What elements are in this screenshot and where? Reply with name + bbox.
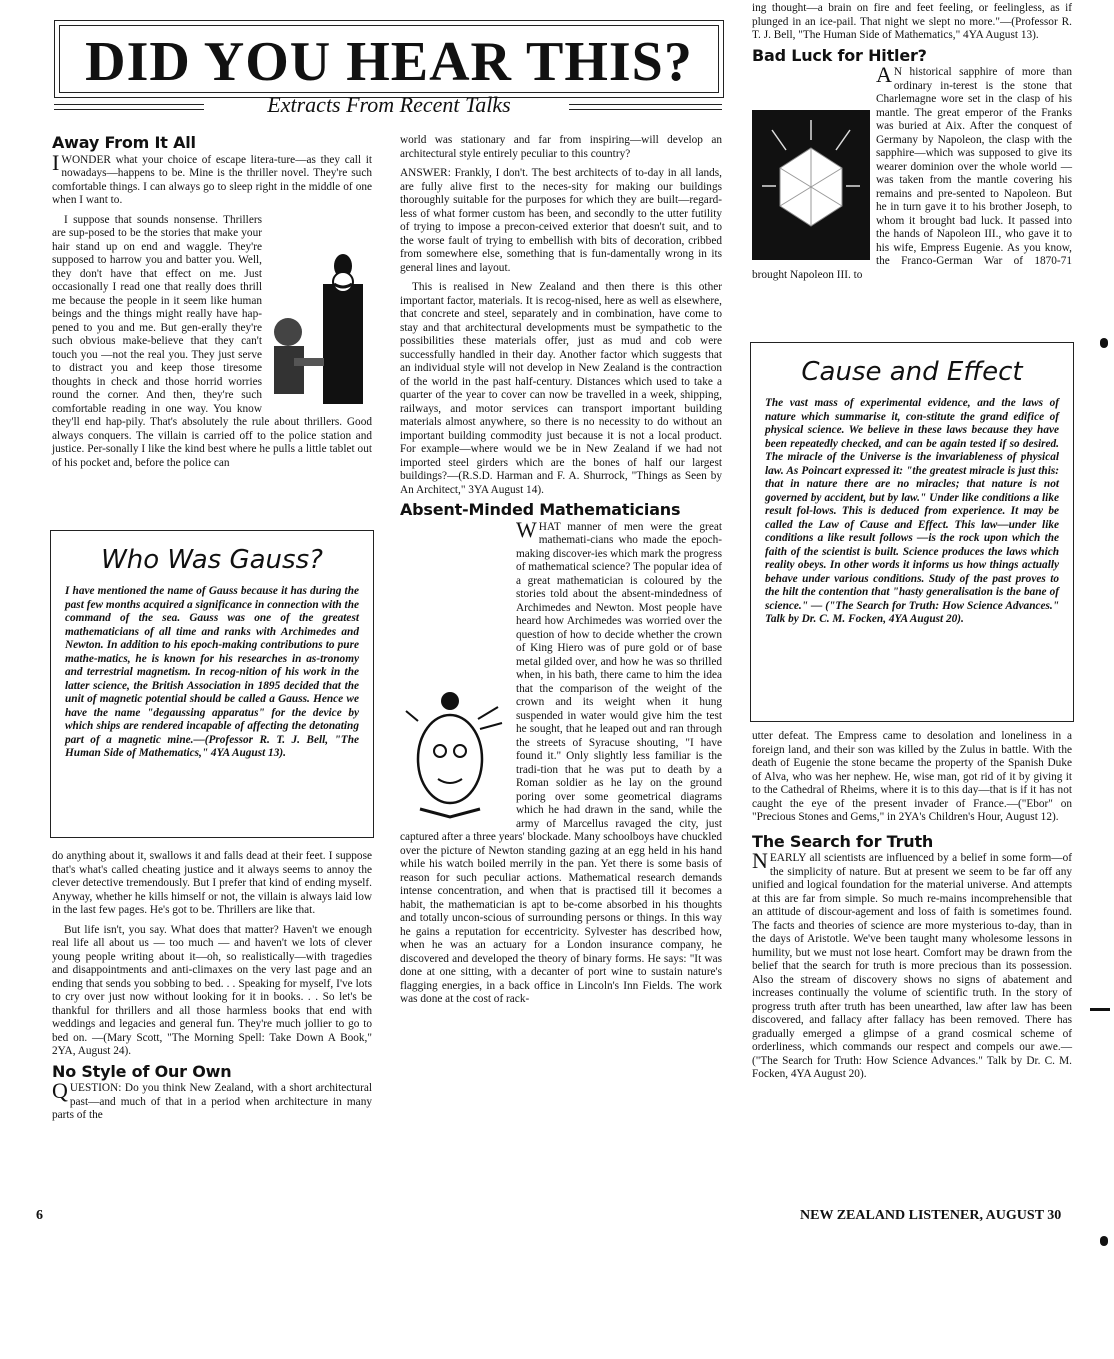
heading-away-from-it-all: Away From It All: [52, 133, 196, 152]
paragraph: WHAT manner of men were the great mathemati-cians who made the epoch-making discover-ies which mark the progress of mathematical science? The popular idea of a great mathematician is coloured by the stories told about the absent-mindedness of Archimedes and Newton. Most people have heard how Archimedes was worried over the question of how to decide whether the crown of King Hiero was of pure gold or of base metal gilded over, and how he was so thrilled when, in his bath, there came to him the idea that the comparison of the weight of the crown and its weight when it hung suspended in water would give him the test he sought, that he leaped out and ran through the streets of Syracuse shouting, "I have found it." Only slightly less familiar is the tradi-tion that he was put to death by a Roman soldier as he lay on the ground poring over some geometrical diagrams which he had drawn in the sand, while the army of Marcellus ravaged the city, just captured after a three years' blockade. Many schoolboys have chuckled over the picture of Newton standing gazing at an egg held in his hand while his watch boiled merrily in the pan. Yet there is some basis of reason for such peculiar actions. Mathematical research demands intense concentration, and when that is practised till it becomes a habit, the mathematician is apt to be-come absorbed in his thoughts and totally uncon-scious of surrounding persons or things. In this way he gains a reputation for eccentricity. Sylvester has described how, when he was an actuary for a London insurance company, he discovered and developed the theory of binary forms. He says: "It was done at one sitting, with a decanter of port wine to sustain nature's flagging energies, in a back office in Lincoln's Inn Fields. The work was done at the cost of rack-: [400, 516, 722, 1005]
paragraph: do anything about it, swallows it and falls dead at their feet. I suppose that's what's called cheating justice and it always seems to annoy the clever detective tremendously. But I prefer that kind of ending myself. Anyway, whether he kills himself or not, the villain is always laid low in the last few pages. He's got to be. Thrillers are like that.: [52, 850, 372, 916]
cause-and-effect-box: [750, 342, 1074, 722]
box-body-cause: The vast mass of experimental evidence, and the laws of nature which summarise it, con-stitute the grand edifice of physical science. We believe in these laws because they have been repeatedly checked, and can be again tested if so desired. The miracle of the Universe is the invariableness of physical law. As Poincart expressed it: "the greatest miracle is just this: that in nature there are no miracles; that nature is not governed by accident, but by law." Under like conditions a like result fol-lows. This is deduced from experience. It may be called the Law of Cause and Effect. This law—under like conditions a like result follows —is the rock upon which the faith of the scientist is built. Science produces the laws which reality obeys. In other words it informs us how things actually behave under various conditions. Study of the past proves to the hilt the contention that "hasty generalisation is the bane of science." — ("The Search for Truth: How Science Advances." Talk by Dr. C. M. Focken, 4YA August 20).: [765, 397, 1059, 625]
policeman-and-villain-icon: [268, 254, 372, 404]
heading-absent-minded-mathematicians: Absent-Minded Mathematicians: [400, 500, 681, 519]
heading-bad-luck-for-hitler: Bad Luck for Hitler?: [752, 45, 927, 65]
subtitle-row: [54, 94, 722, 120]
subtitle-rule-left: [54, 104, 204, 110]
paragraph: world was stationary and far from inspiring—will develop an architectural style entirely peculiar to this country?: [400, 134, 722, 160]
paragraph: ANSWER: Frankly, I don't. The best architects of to-day in all lands, are fully alive first to the neces-sity for making our buildings thoroughly suitable for the purposes for which they are built—regard-less of what former custom has been, and secondly to the utter futility of trying to impose a precon-ceived exterior that doesn't suit, and to the worse fault of trying to embellish with bits of decoration, cribbed from somewhere else, something that is fun-damentally wrong in its general lines and layout.: [400, 167, 722, 274]
scan-mark: [1090, 1008, 1110, 1011]
column-3-bottom: [752, 730, 1072, 1088]
page-title: DID YOU HEAR THIS?: [85, 31, 693, 93]
sapphire-gem-icon: [752, 110, 870, 260]
sapphire-illustration: [752, 110, 870, 260]
mathematician-with-apple-icon: [400, 689, 510, 819]
paragraph: AN historical sapphire of more than ordinary in-terest is the stone that Charlemagne wore set in the clasp of his mantle. The great emperor of the Franks was buried at Aix. After the conquest of Germany by Napoleon, the clasp with the sapphire—which was supposed to give its wearer dominion over the whole world —was taken from the mantle covering his remains and pre-sented to Napoleon. But he in turn gave it to his brother Joseph, to whom it brought bad luck. It passed into the hands of Napoleon III., who gave it to his wife, Empress Eugenie. As you know, the Franco-German War of 1870-71 brought Napoleon III. to: [752, 62, 1072, 281]
box-body-gauss: I have mentioned the name of Gauss because it has during the past few months acquired a significance in connection with the command of the sea. Gauss was one of the greatest mathematicians of all time and ranks with Archimedes and Newton. In addition to his epoch-making contributions to pure mathe-matics, he is known for his researches in as-tronomy and terrestrial magnetism. In recog-nition of his work in the latter science, the British Association in 1895 decided that the unit of magnetic potential should be called a Gauss. Hence we have the name "degaussing apparatus" for the device by which ships are rendered incapable of affecting the detonating part of a magnetic mine.—(Professor R. T. J. Bell, "The Human Side of Mathematics," 4YA August 13).: [65, 585, 359, 759]
newton-illustration: [400, 689, 510, 819]
paragraph: I suppose that sounds nonsense. Thrillers are sup-posed to be the stories that make your hair stand up on end and waggle. They're supposed to harrow you and batter you. Well, they don't have that effect on me. Just occasionally I read one that really does thrill me because the people in it seem like human beings and the things might really have hap-pened to you and me. But gen-erally they're such obvious make-believe that they can't touch you —not the real you. They just serve to distract you and keep those tiresome thoughts in check and those horrid worries round the corner. And then, they're such comfortable reading in one way. You know they'll end hap-pily. That's absolutely the rule about thrillers. Good always conquers. The villain is carried off to the police station and justice. Per-sonally I like the kind best where he pulls a little tablet out of his pocket and, before the police can: [52, 213, 372, 469]
paragraph: This is realised in New Zealand and then there is this other important factor, materials. It is recog-nised, here as well as elsewhere, that concrete and steel, separately and in combination, have come to stay and that architectural developments must be sympathetic to the possibilities these materials offer, just as mud and cob were successfully handled in their day. Another factor which suggests that an individual style will not develop in New Zealand is the contraction of the world in the past half-century. Distances which used to take a quarter of the year to cover can now be travelled in a week, shipping, railways, and motor services can transport important building materials almost anywhere, so there is no necessity to do without an important building commodity just because it is not a local product. For example—where would we be in New Zealand if we had not imported steel girders which are the bones of half our largest buildings?—(R.S.D. Harman and F. A. Shurrock, "Things as Seen by An Architect," 3YA August 14).: [400, 281, 722, 496]
box-title-gauss: Who Was Gauss?: [101, 545, 323, 575]
box-title-cause: Cause and Effect: [801, 357, 1023, 387]
paragraph: utter defeat. The Empress came to desolation and loneliness in a foreign land, and their son was killed by the Zulus in battle. With the death of Eugenie the stone became the property of the Spanish Duke of Alva, who was her nephew. He, wise man, got rid of it by giving it to the Cathedral of Rheims, where it is to this day—that is if it has not caught the eye of the present invader of France.—("Ebor" on "Precious Stones and Gems," in 2YA's Children's Hour, August 12).: [752, 730, 1072, 823]
column-3-top: [752, 2, 1072, 288]
publication-footer: NEW ZEALAND LISTENER, AUGUST 30: [800, 1208, 1062, 1223]
masthead-box: [54, 20, 724, 98]
heading-search-for-truth: The Search for Truth: [752, 831, 934, 851]
paragraph: NEARLY all scientists are influenced by a belief in some form—of the simplicity of nature. But at present we seem to be far off any unified and logical foundation for the material universe. And attempts at this are far from simple. So much re-mains incomprehensible that an attitude of discour-agement and loss of faith is sometimes found. The facts and theories of science are more mysterious to-day, than in the days of Aristotle. We've been taught many wholesome lessons in humility, but we must not lose heart. Comfort may be drawn from the belief that the search for truth is more precious than its possession. Also the stream of discovery shows no signs of abatement and increases continually the volume of scientific truth. In the story of progress truth after truth has been unearthed, law after law has been discovered, and fallacy after fallacy has been removed. There has gradually emerged a glimpse of a grand cosmical scheme of orderliness, which commands our respect and compels our awe.—("The Search for Truth: How Science Advances." Talk by Dr. C. M. Focken, 4YA August 20).: [752, 848, 1072, 1080]
column-1-bottom: [52, 850, 372, 1129]
scan-mark: [1100, 1236, 1108, 1246]
masthead-inner-border: [59, 25, 719, 93]
who-was-gauss-box: [50, 530, 374, 838]
paragraph: ing thought—a brain on fire and feet feeling, or feelingless, as if plunged in an ice-pail. That night we slept no more."—(Professor R. T. J. Bell, "The Human Side of Mathematics," 4YA August 13).: [752, 2, 1072, 41]
paragraph: IWONDER what your choice of escape litera-ture—as they call it nowadays—happens to be. Mine is the thriller novel. They're such comfortable things. I can always go to sleep right in the middle of one when I want to.: [52, 149, 372, 206]
subtitle: Extracts From Recent Talks: [267, 92, 511, 117]
subtitle-rule-right: [569, 104, 722, 110]
page-number: 6: [36, 1208, 43, 1223]
policeman-illustration: [268, 254, 372, 404]
paragraph: QUESTION: Do you think New Zealand, with a short architectural past—and much of that in a period when architecture in many parts of the: [52, 1078, 372, 1121]
scan-mark: [1100, 338, 1108, 348]
column-1-top: [52, 132, 372, 476]
paragraph: But life isn't, you say. What does that matter? Haven't we enough real life all about us — too much — and haven't we lots of clever young people writing about it—oh, so realistically—with tragedies and disappointments and anti-climaxes on the very last page and an ending that sends you sobbing to bed. . . Speaking for myself, I've lots to cry over just now without looking for it in books. . . So let's be thankful for thrillers and all those harmless books that end with weddings and legacies and general fun. They're much jollier to go to bed on. —(Mary Scott, "The Morning Spell: Take Down A Book," 2YA, August 24).: [52, 923, 372, 1057]
column-2: [400, 134, 722, 1013]
heading-no-style-of-our-own: No Style of Our Own: [52, 1061, 232, 1081]
